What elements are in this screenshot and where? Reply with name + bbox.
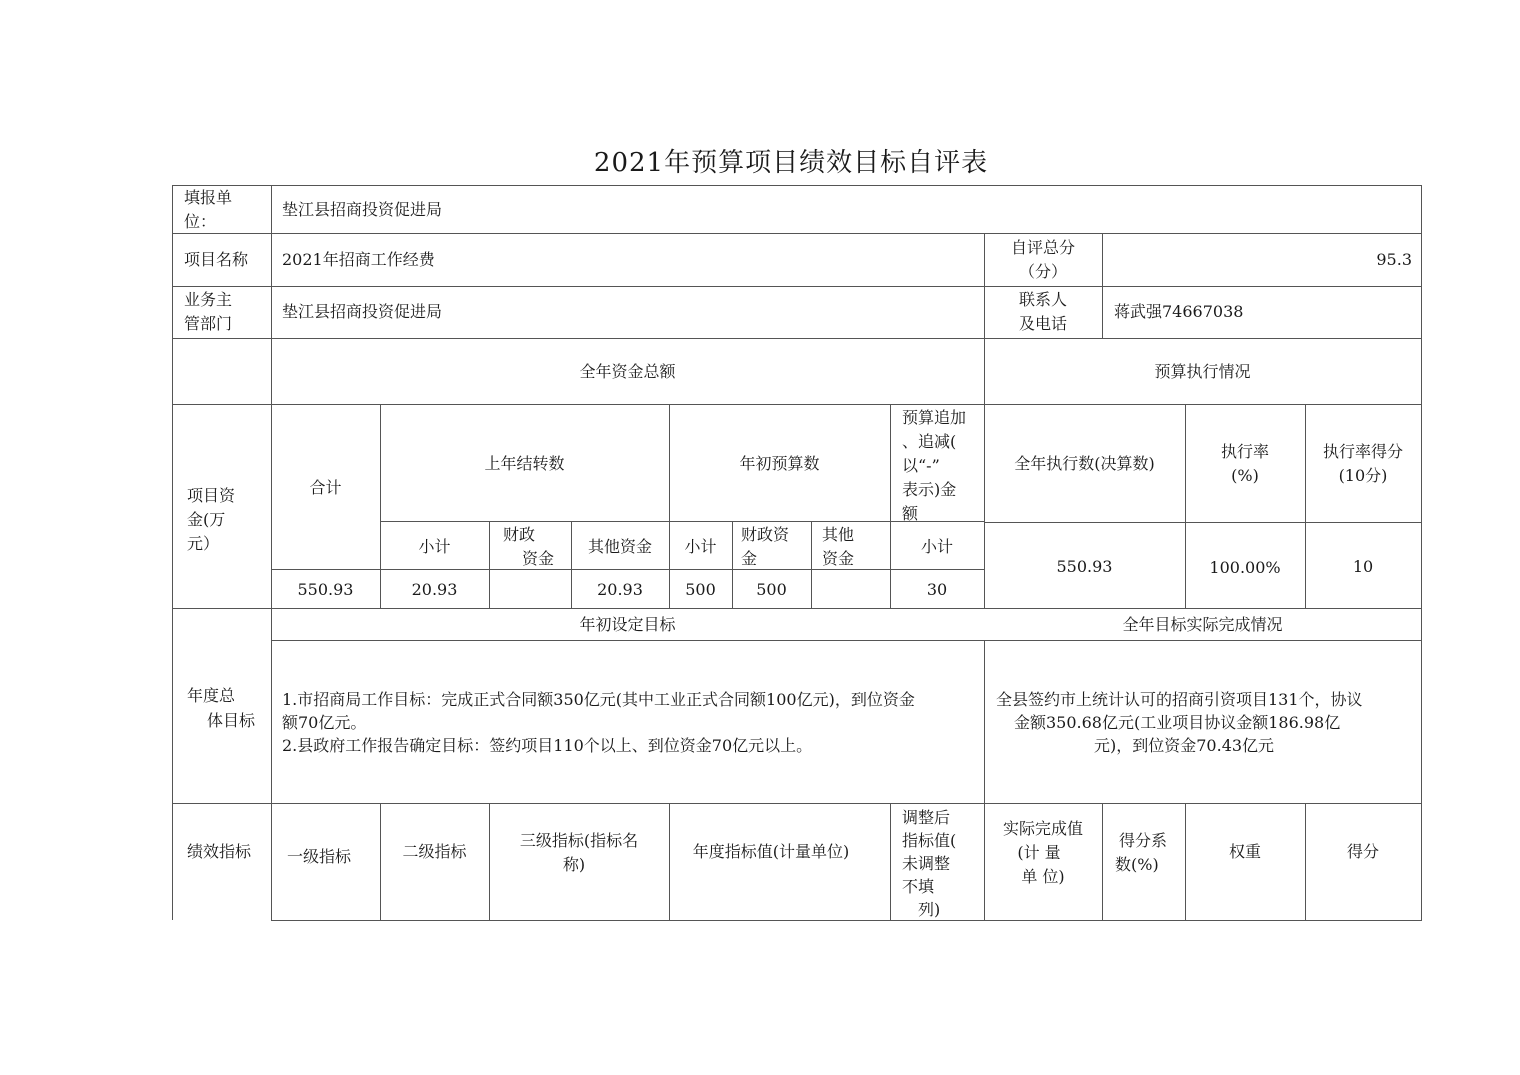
score-label: 自评总分 <box>1010 238 1075 257</box>
contact-label: 联系人 <box>1018 290 1067 309</box>
adjust-header: 预算追加 <box>902 408 967 427</box>
adjust-header-5: 额 <box>902 504 919 523</box>
goals-label: 年度总 <box>187 686 236 705</box>
value-prev-other: 20.93 <box>597 580 643 599</box>
value-prev-subtotal: 20.93 <box>411 580 458 599</box>
funds-label: 项目资 <box>187 486 236 505</box>
init-subtotal-header: 小计 <box>684 537 717 556</box>
adjusted-header-5: 列) <box>918 900 941 919</box>
prev-subtotal-header: 小计 <box>418 537 451 556</box>
set-goal-header: 年初设定目标 <box>579 615 676 634</box>
project-value: 2021年招商工作经费 <box>282 250 435 269</box>
adjusted-header-2: 指标值( <box>902 831 957 850</box>
value-exec-rate: 100.00% <box>1209 558 1281 577</box>
prev-fiscal-header: 财政 <box>503 525 536 544</box>
page-title: 2021年预算项目绩效目标自评表 <box>593 148 989 178</box>
level2-header: 二级指标 <box>402 842 467 861</box>
init-other-header: 其他 <box>822 525 855 544</box>
set-goal-line-2: 额70亿元。 <box>282 713 367 732</box>
funds-label-3: 元） <box>187 534 220 553</box>
goals-label-2: 体目标 <box>207 711 256 730</box>
annual-value-header: 年度指标值(计量单位) <box>692 842 850 861</box>
exec-rate-header: 执行率 <box>1220 442 1269 461</box>
value-total: 550.93 <box>297 580 354 599</box>
prev-fiscal-header-2: 资金 <box>522 549 555 568</box>
actual-header: 实际完成值 <box>1002 819 1083 838</box>
adjust-header-2: 、追减( <box>902 432 957 451</box>
exec-rate-header-2: (%) <box>1231 466 1259 485</box>
score-coef-header: 得分系 <box>1119 831 1168 850</box>
contact-label-2: 及电话 <box>1018 314 1067 333</box>
adjusted-header: 调整后 <box>902 808 951 827</box>
value-adjust-subtotal: 30 <box>926 580 948 599</box>
adjust-header-3: 以“-” <box>902 456 940 475</box>
dept-label-2: 管部门 <box>184 314 233 333</box>
value-rate-score: 10 <box>1352 557 1374 576</box>
actual-goal-line-2: 金额350.68亿元(工业项目协议金额186.98亿 <box>1014 713 1341 732</box>
unit-value: 垫江县招商投资促进局 <box>282 200 443 219</box>
rate-score-header-2: (10分) <box>1338 466 1388 485</box>
actual-goal-line-1: 全县签约市上统计认可的招商引资项目131个，协议 <box>996 690 1363 709</box>
prev-carry-header: 上年结转数 <box>484 454 565 473</box>
level3-header-2: 称) <box>562 855 586 874</box>
indicators-label: 绩效指标 <box>187 842 252 861</box>
actual-header-3: 单 位) <box>1021 867 1065 886</box>
adjust-header-4: 表示)金 <box>902 480 957 499</box>
dept-label: 业务主 <box>184 290 233 309</box>
init-other-header-2: 资金 <box>822 549 855 568</box>
score-value: 95.3 <box>1376 250 1412 269</box>
init-fiscal-header-2: 金 <box>741 549 758 568</box>
set-goal-line-1: 1.市招商局工作目标：完成正式合同额350亿元(其中工业正式合同额100亿元)，到位资金 <box>282 690 915 709</box>
weight-header: 权重 <box>1228 842 1261 861</box>
annual-total-header: 全年资金总额 <box>579 362 676 381</box>
contact-value: 蒋武强74667038 <box>1114 302 1244 321</box>
level1-header: 一级指标 <box>286 847 351 866</box>
project-label: 项目名称 <box>184 250 249 269</box>
value-init-fiscal: 500 <box>756 580 787 599</box>
level3-header: 三级指标(指标名 <box>519 831 639 850</box>
total-header: 合计 <box>309 478 342 497</box>
adjusted-header-3: 未调整 <box>902 854 951 873</box>
actual-goal-header: 全年目标实际完成情况 <box>1122 615 1283 634</box>
funds-label-2: 金(万 <box>187 510 226 529</box>
value-exec-amount: 550.93 <box>1056 557 1113 576</box>
budget-exec-header: 预算执行情况 <box>1154 362 1251 381</box>
set-goal-line-3: 2.县政府工作报告确定目标：签约项目110个以上、到位资金70亿元以上。 <box>282 736 813 755</box>
unit-label: 填报单 <box>184 188 233 207</box>
actual-goal-line-3: 元)，到位资金70.43亿元 <box>1094 736 1275 755</box>
prev-other-header: 其他资金 <box>587 537 652 556</box>
exec-amount-header: 全年执行数(决算数) <box>1014 454 1155 473</box>
adjust-subtotal-header: 小计 <box>920 537 953 556</box>
adjusted-header-4: 不填 <box>902 877 935 896</box>
init-fiscal-header: 财政资 <box>741 525 790 544</box>
actual-header-2: (计 量 <box>1017 843 1061 862</box>
score-header: 得分 <box>1346 842 1379 861</box>
initial-budget-header: 年初预算数 <box>739 454 820 473</box>
value-init-subtotal: 500 <box>685 580 716 599</box>
unit-label-2: 位： <box>184 212 217 231</box>
dept-value: 垫江县招商投资促进局 <box>282 302 443 321</box>
score-coef-header-2: 数(%) <box>1115 855 1159 874</box>
score-label-2: （分） <box>1018 262 1067 281</box>
rate-score-header: 执行率得分 <box>1322 442 1403 461</box>
